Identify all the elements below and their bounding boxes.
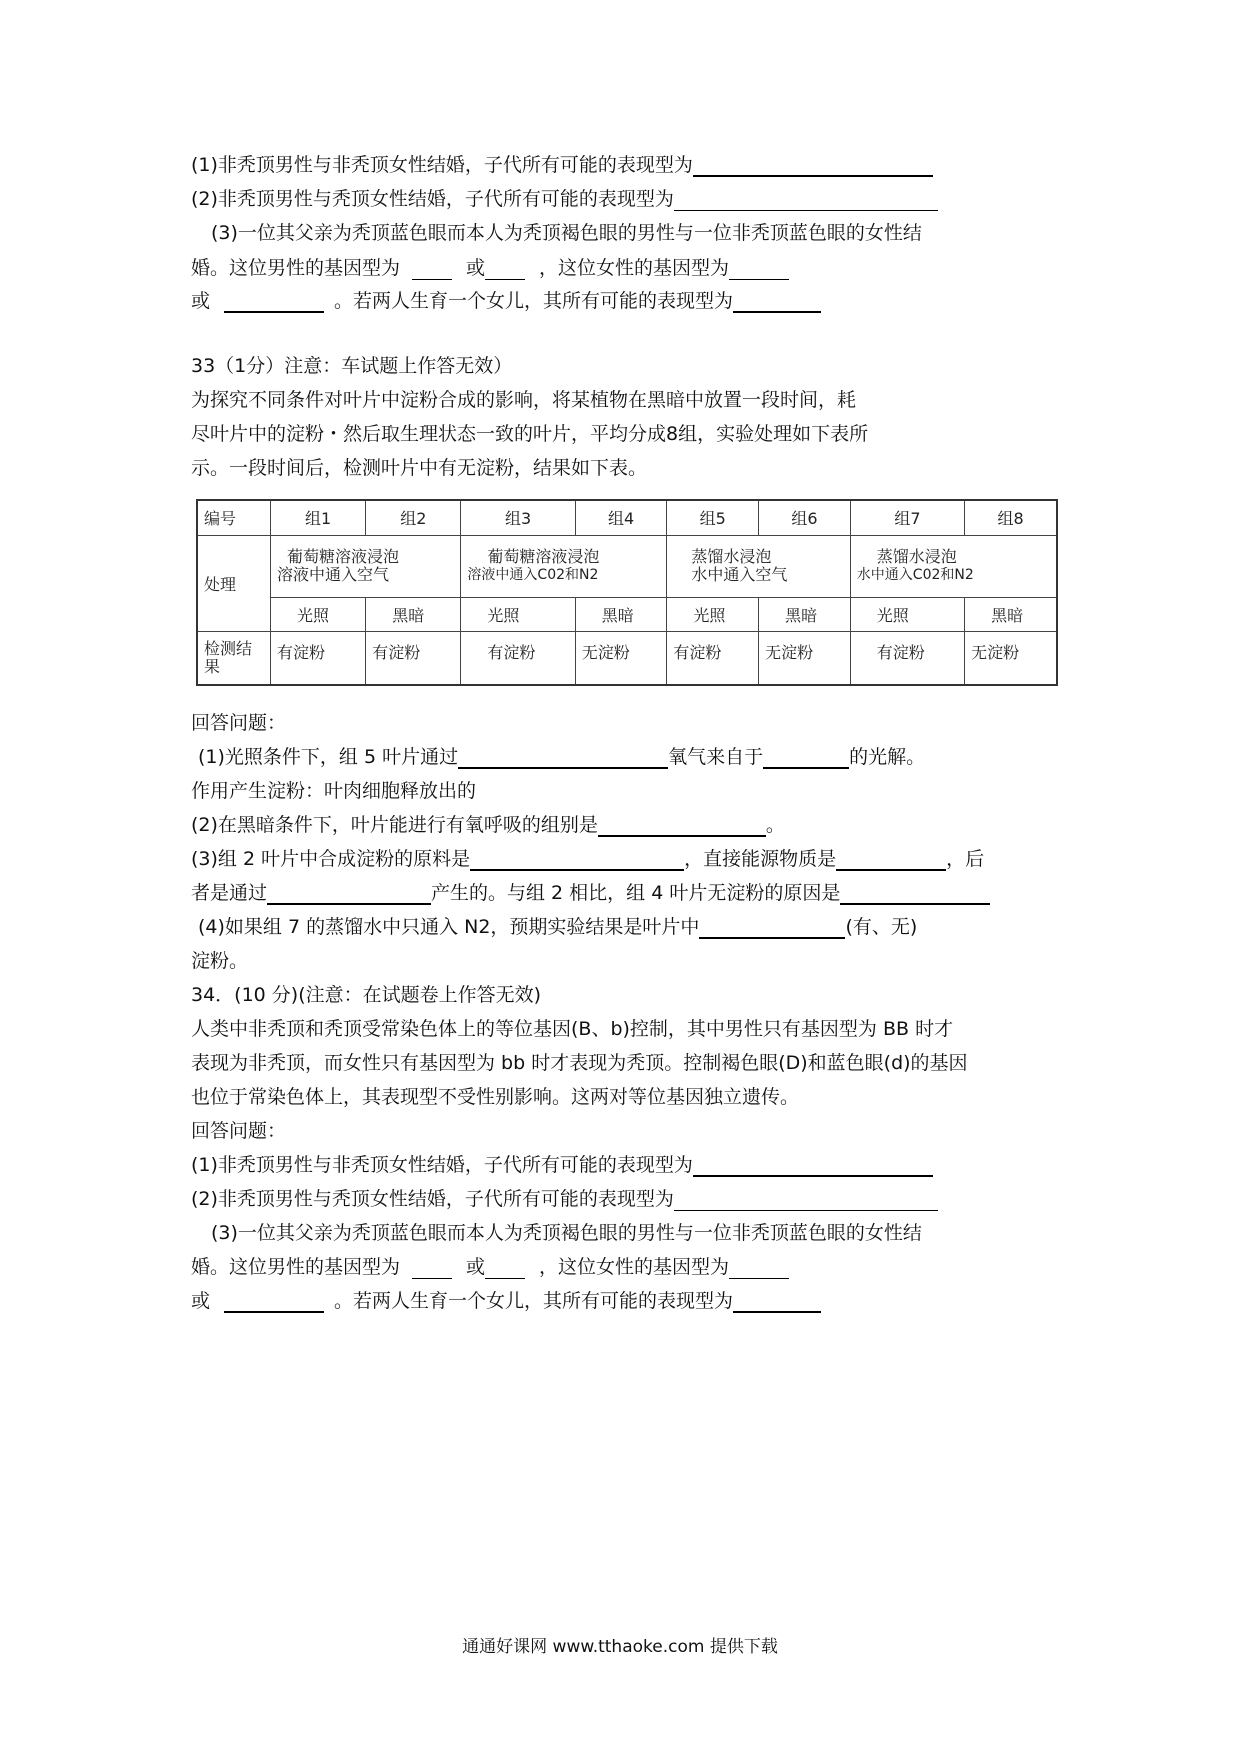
table-cell-result: 有淀粉: [366, 631, 461, 685]
table-cell-result: 有淀粉: [667, 631, 759, 685]
q33-intro-3: 示。一段时间后，检测叶片中有无淀粉，结果如下表。: [191, 457, 648, 479]
q33-p1: (1)光照条件下，组 5 叶片通过 氧气来自于 的光解。: [198, 746, 926, 768]
footer-credit: 通通好课网 www.tthaoke.com 提供下载: [462, 1637, 778, 1657]
table-header-group: 组3: [461, 500, 575, 535]
answer-blank[interactable]: [485, 259, 525, 280]
table-header-id: 编号: [197, 500, 271, 535]
q33-intro-2: 尽叶片中的淀粉・然后取生理状态一致的叶片，平均分成8组，实验处理如下表所: [191, 423, 869, 445]
answer-blank[interactable]: [693, 155, 933, 177]
answer-blank[interactable]: [733, 1291, 821, 1313]
top-q3-line3: 或 。若两人生育一个女儿，其所有可能的表现型为: [191, 289, 821, 313]
table-cell-condition: 光照: [667, 597, 759, 631]
table-cell-condition: 黑暗: [759, 597, 851, 631]
q34-q2: (2)非秃顶男性与秃顶女性结婚，子代所有可能的表现型为: [191, 1187, 938, 1211]
table-header-group: 组4: [575, 500, 667, 535]
table-header-group: 组1: [271, 500, 366, 535]
q34-answer-label: 回答问题：: [191, 1120, 287, 1142]
table-cell-result: 有淀粉: [461, 631, 575, 685]
table-cell-result: 无淀粉: [575, 631, 667, 685]
answer-blank[interactable]: [840, 883, 990, 905]
q33-p2: (2)在黑暗条件下，叶片能进行有氧呼吸的组别是 。: [191, 814, 785, 836]
table-cell-condition: 光照: [271, 597, 366, 631]
q34-header: 34．(10 分)(注意：在试题卷上作答无效): [191, 984, 542, 1006]
answer-blank[interactable]: [693, 1155, 933, 1177]
answer-blank[interactable]: [458, 747, 668, 769]
table-header-group: 组6: [759, 500, 851, 535]
answer-blank[interactable]: [470, 849, 684, 871]
answer-blank[interactable]: [763, 747, 849, 769]
q34-p1: 人类中非秃顶和秃顶受常染色体上的等位基因(B、b)控制，其中男性只有基因型为 BB 时才: [191, 1018, 954, 1040]
table-cell-treatment: 葡萄糖溶液浸泡 溶液中通入空气: [271, 535, 461, 597]
answer-blank[interactable]: [598, 815, 766, 837]
table-cell-condition: 黑暗: [575, 597, 667, 631]
answer-blank[interactable]: [674, 190, 938, 211]
q34-p3: 也位于常染色体上，其表现型不受性别影响。这两对等位基因独立遗传。: [191, 1086, 800, 1108]
table-cell-treatment: 葡萄糖溶液浸泡 溶液中通入C02和N2: [461, 535, 667, 597]
q34-q1: (1)非秃顶男性与非秃顶女性结婚，子代所有可能的表现型为: [191, 1153, 933, 1177]
answer-blank[interactable]: [733, 291, 821, 313]
table-cell-result: 有淀粉: [271, 631, 366, 685]
top-q3-line2: 婚。这位男性的基因型为 或 ，这位女性的基因型为: [191, 256, 789, 280]
q33-answer-label: 回答问题：: [191, 712, 287, 734]
answer-blank[interactable]: [674, 1190, 938, 1211]
answer-blank[interactable]: [699, 917, 845, 939]
q33-header: 33（1分）注意：车试题上作答无效）: [191, 355, 513, 377]
table-cell-result: 有淀粉: [850, 631, 964, 685]
answer-blank[interactable]: [485, 1258, 525, 1279]
table-cell-condition: 光照: [461, 597, 575, 631]
answer-blank[interactable]: [224, 291, 324, 313]
answer-blank[interactable]: [729, 1258, 789, 1279]
answer-blank[interactable]: [729, 259, 789, 280]
table-cell-condition: 黑暗: [366, 597, 461, 631]
q34-q3-line2: 婚。这位男性的基因型为 或 ，这位女性的基因型为: [191, 1255, 789, 1279]
table-cell-treatment: 蒸馏水浸泡 水中通入C02和N2: [850, 535, 1057, 597]
q33-p3-cont: 者是通过 产生的。与组 2 相比，组 4 叶片无淀粉的原因是: [191, 881, 990, 905]
table-header-group: 组7: [850, 500, 964, 535]
table-cell-result: 无淀粉: [759, 631, 851, 685]
answer-blank[interactable]: [836, 849, 946, 871]
q33-p1-cont: 作用产生淀粉：叶肉细胞释放出的: [191, 780, 477, 802]
q33-p3: (3)组 2 叶片中合成淀粉的原料是 ，直接能源物质是 ，后: [191, 848, 985, 870]
table-row-label-result: 检测结果: [197, 631, 271, 685]
q33-p4-cont: 淀粉。: [191, 950, 249, 972]
top-q2: (2)非秃顶男性与秃顶女性结婚，子代所有可能的表现型为: [191, 187, 938, 211]
table-cell-result: 无淀粉: [965, 631, 1057, 685]
top-q3-line1: (3)一位其父亲为秃顶蓝色眼而本人为秃顶褐色眼的男性与一位非秃顶蓝色眼的女性结: [211, 222, 922, 244]
table-cell-condition: 光照: [850, 597, 964, 631]
q33-p4: (4)如果组 7 的蒸馏水中只通入 N2，预期实验结果是叶片中 (有、无): [198, 916, 918, 938]
answer-blank[interactable]: [224, 1291, 324, 1313]
q34-q3-line3: 或 。若两人生育一个女儿，其所有可能的表现型为: [191, 1289, 821, 1313]
table-cell-treatment: 蒸馏水浸泡 水中通入空气: [667, 535, 850, 597]
table-row-label-treatment: 处理: [197, 535, 271, 631]
q34-q3-line1: (3)一位其父亲为秃顶蓝色眼而本人为秃顶褐色眼的男性与一位非秃顶蓝色眼的女性结: [211, 1222, 922, 1244]
answer-blank[interactable]: [412, 1258, 452, 1279]
answer-blank[interactable]: [267, 883, 431, 905]
table-header-group: 组5: [667, 500, 759, 535]
q34-p2: 表现为非秃顶，而女性只有基因型为 bb 时才表现为秃顶。控制褐色眼(D)和蓝色眼(d)的基因: [191, 1052, 968, 1074]
table-cell-condition: 黑暗: [965, 597, 1057, 631]
answer-blank[interactable]: [412, 259, 452, 280]
table-header-group: 组2: [366, 500, 461, 535]
q33-intro-1: 为探究不同条件对叶片中淀粉合成的影响，将某植物在黑暗中放置一段时间，耗: [191, 389, 857, 411]
top-q1: (1)非秃顶男性与非秃顶女性结婚，子代所有可能的表现型为: [191, 153, 933, 177]
experiment-table: [196, 499, 1058, 686]
table-header-group: 组8: [965, 500, 1057, 535]
